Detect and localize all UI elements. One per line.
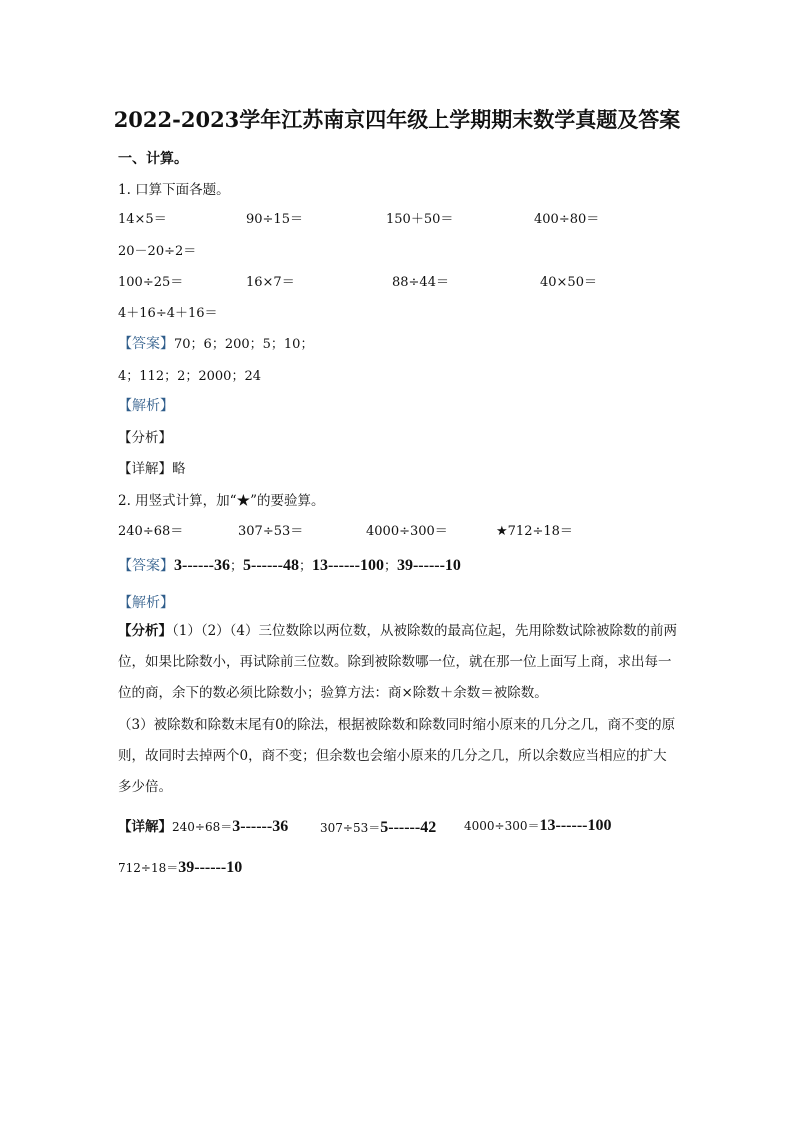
section-heading: 一、计算。	[118, 151, 188, 167]
answer-values: 4；112；2；2000；24	[118, 369, 261, 384]
q1-expr: 20－20÷2＝	[118, 244, 197, 259]
detail-item	[320, 817, 436, 837]
fenxi-tag: 【分析】	[118, 623, 172, 639]
answer-value: 3------36	[174, 557, 230, 574]
question-2-prompt: 2. 用竖式计算，加“★”的要验算。	[118, 493, 325, 509]
q2-expr: ★712÷18＝	[496, 524, 573, 539]
q2-expr: 307÷53＝	[238, 524, 304, 539]
q1-expr: 88÷44＝	[392, 275, 449, 290]
answer-tag: 【答案】	[118, 558, 174, 574]
fenxi-text: （1）（2）（4）三位数除以两位数，从被除数的最高位起，先用除数试除被除数的前两位，如果比除数小，再试除前三位数。除到被除数哪一位，就在那一位上面写上商，求出每一位的商，余下的数必须比除数小；验算方法：商×除数＋余数＝被除数。	[118, 623, 678, 701]
q1-expr: 40×50＝	[540, 275, 597, 290]
detail-tag: 【详解】	[118, 461, 172, 477]
answer-value: 5------48	[242, 557, 299, 574]
detail-expr: 307÷53＝	[320, 821, 381, 835]
page-title: 2022-2023学年江苏南京四年级上学期期末数学真题及答案	[113, 107, 681, 132]
q1-expr: 16×7＝	[246, 275, 295, 290]
q1-expr: 150＋50＝	[386, 212, 454, 227]
detail-tag: 【详解】	[118, 819, 172, 835]
q1-expr: 400÷80＝	[534, 212, 600, 227]
question-1-prompt: 1. 口算下面各题。	[118, 182, 230, 198]
detail-expr: 712÷18＝	[118, 861, 179, 875]
answer-line	[118, 555, 461, 575]
detail-item	[464, 815, 611, 835]
q2-expr: 240÷68＝	[118, 524, 184, 539]
detail-line	[118, 457, 186, 477]
answer-value: 13------100	[311, 557, 384, 574]
fenxi-paragraph-2: （3）被除数和除数末尾有0的除法，根据被除数和除数同时缩小原来的几分之几，商不变的原则，故同时去掉两个0，商不变；但余数也会缩小原来的几分之几，所以余数应当相应的扩大多少倍。	[118, 717, 676, 795]
fenxi-tag: 【分析】	[118, 430, 172, 446]
q1-expr: 4＋16÷4＋16＝	[118, 306, 218, 321]
detail-item	[118, 857, 242, 877]
answer-values: 70；6；200；5；10；	[174, 337, 314, 352]
analysis-tag: 【解析】	[118, 398, 174, 414]
answer-line	[118, 333, 313, 353]
detail-result: 39------10	[178, 859, 243, 876]
detail-result: 5------42	[380, 819, 437, 836]
fenxi-paragraph	[118, 616, 678, 709]
q1-expr: 90÷15＝	[246, 212, 303, 227]
separator: ；	[383, 559, 397, 574]
answer-value: 39------10	[396, 557, 461, 574]
separator: ；	[298, 559, 312, 574]
detail-result: 13------100	[539, 817, 612, 834]
q1-expr: 14×5＝	[118, 212, 167, 227]
detail-expr: 4000÷300＝	[464, 819, 540, 833]
detail-line	[118, 815, 288, 836]
q1-expr: 100÷25＝	[118, 275, 184, 290]
analysis-tag: 【解析】	[118, 595, 174, 611]
detail-expr: 240÷68＝	[172, 820, 233, 834]
separator: ；	[229, 559, 243, 574]
answer-tag: 【答案】	[118, 336, 174, 352]
detail-text: 略	[172, 461, 186, 477]
detail-result: 3------36	[232, 818, 289, 835]
q2-expr: 4000÷300＝	[366, 524, 448, 539]
